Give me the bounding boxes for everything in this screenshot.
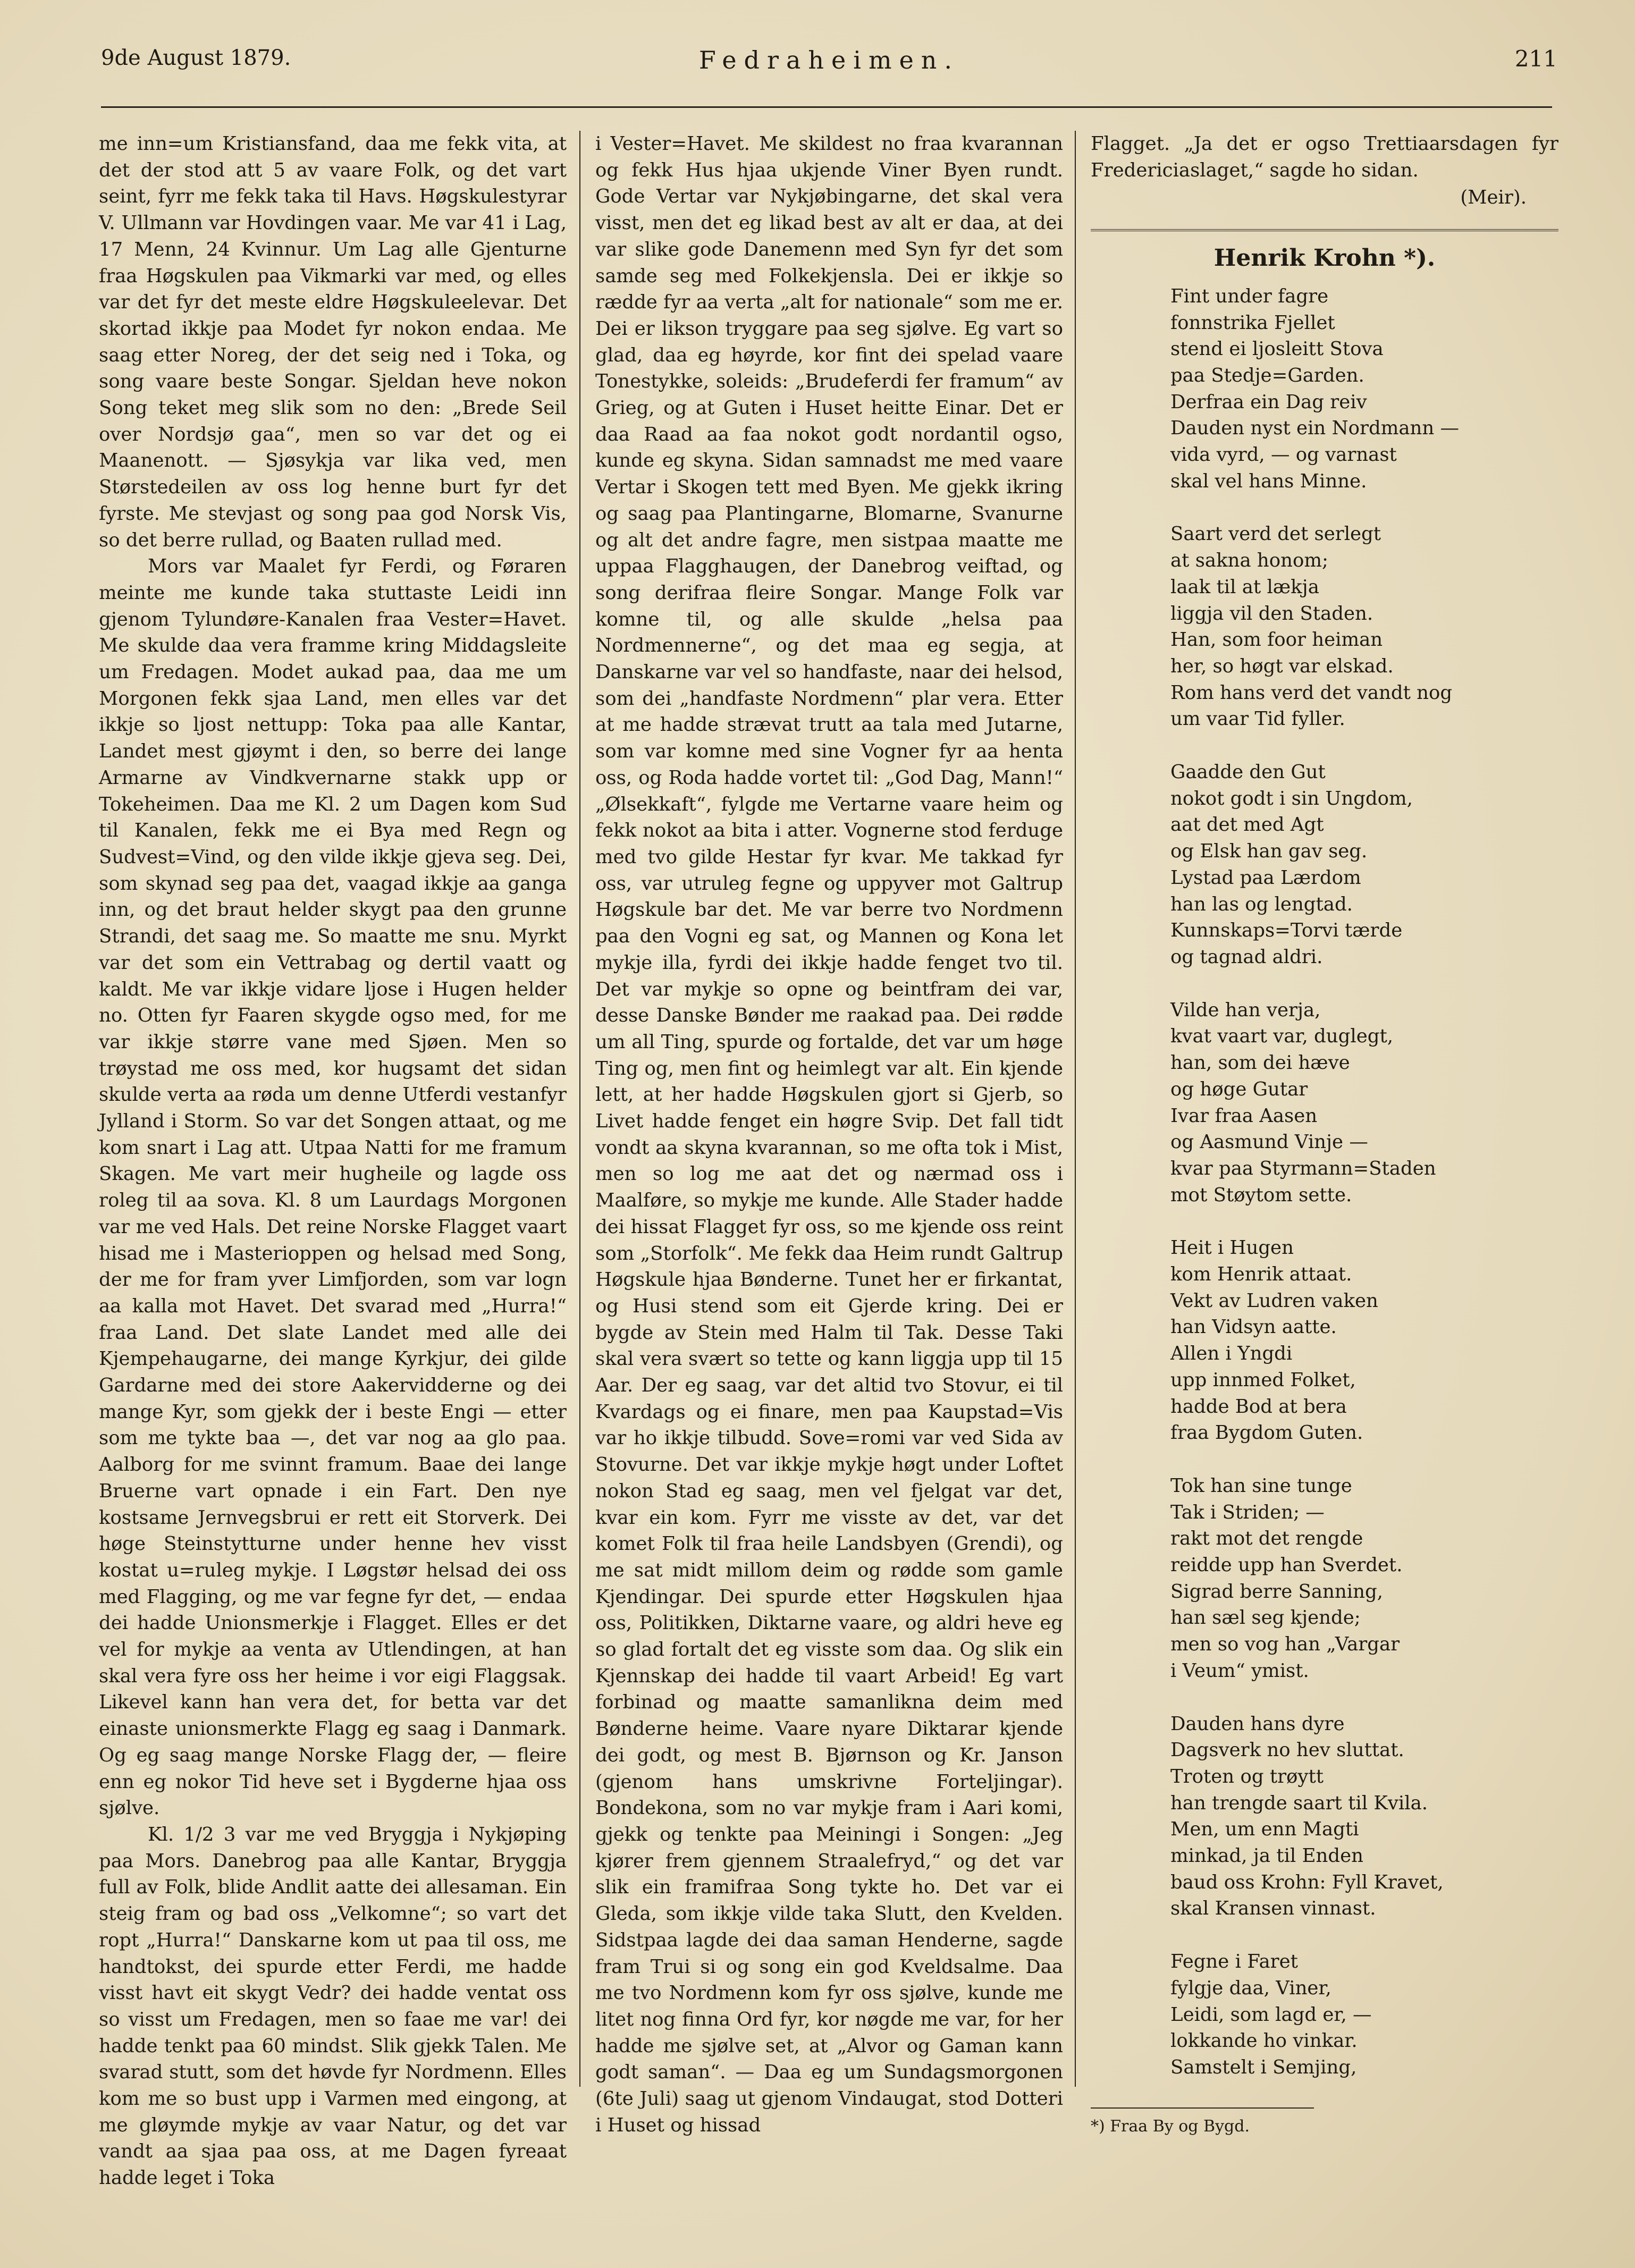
poem-line: men so vog han „Vargar (1170, 1633, 1400, 1656)
poem-stanza (1170, 759, 1558, 971)
poem-line: han sæl seg kjende; (1170, 1607, 1361, 1629)
header-rule (101, 106, 1552, 108)
poem-line: Fint under fagre (1170, 285, 1329, 307)
column-3 (1091, 131, 1558, 2137)
page-header (101, 46, 1557, 78)
poem-line: baud oss Krohn: Fyll Kravet, (1170, 1871, 1444, 1893)
poem-line: han trengde saart til Kvila. (1170, 1792, 1428, 1814)
poem-line: og høge Gutar (1170, 1078, 1308, 1100)
poem-line: han las og lengtad. (1170, 893, 1353, 915)
poem-line: lokkande ho vinkar. (1170, 2030, 1358, 2052)
column-divider (1075, 131, 1076, 2087)
poem-stanza (1170, 283, 1558, 495)
paragraph: Kl. 1/2 3 var me ved Bryggja i Nykjøping paa Mors. Danebrog paa alle Kantar, Bryggja full av Folk, blide Andlit aatte dei allesaman. Ein steig fram og bad oss „Velkomne“; so vart det ropt „Hurra!“ Danskarne kom ut paa til oss, me handtokst, dei spurde etter Ferdi, me hadde visst havt eit skygt Vedr? dei hadde ventat oss so visst um Fredagen, men so faae me var! dei hadde tenkt paa 60 mindst. Slik gjekk Talen. Me svarad stutt, som det høvde fyr Nordmenn. Elles kom me so bust upp i Varmen med eingong, at me gløymde mykje av vaar Natur, og det var vandt aa sjaa paa oss, at me Dagen fyreaat hadde leget i Toka (99, 1824, 567, 2189)
poem-title: Henrik Krohn *). (1213, 244, 1436, 272)
column-2 (595, 131, 1063, 2138)
section-rule (1091, 229, 1558, 231)
poem-line: skal Kransen vinnast. (1170, 1898, 1376, 1920)
footnote-rule (1091, 2107, 1314, 2109)
poem-line: Dauden nyst ein Nordmann — (1170, 417, 1460, 440)
poem-line: kvat vaart var, duglegt, (1170, 1025, 1393, 1048)
poem-line: Allen i Yngdi (1170, 1343, 1293, 1365)
poem-line: kvar paa Styrmann=Staden (1170, 1157, 1436, 1179)
poem-line: Men, um enn Magti (1170, 1818, 1359, 1841)
masthead-title: Fedraheimen. (698, 46, 960, 74)
poem-line: fraa Bygdom Guten. (1170, 1422, 1363, 1444)
poem-line: han Vidsyn aatte. (1170, 1316, 1337, 1338)
poem-line: kom Henrik attaat. (1170, 1263, 1352, 1286)
poem-line: Gaadde den Gut (1170, 761, 1326, 783)
poem-line: Dagsverk no hev sluttat. (1170, 1739, 1404, 1761)
poem-line: reidde upp han Sverdet. (1170, 1554, 1403, 1576)
column-divider (579, 131, 580, 2087)
poem-line: Han, som foor heiman (1170, 629, 1383, 651)
poem-line: vida vyrd, — og varnast (1170, 444, 1397, 466)
poem-line: Vekt av Ludren vaken (1170, 1289, 1378, 1312)
paragraph: Mors var Maalet fyr Ferdi, og Føraren meinte me kunde taka stuttaste Leidi inn gjenom Tylundøre-Kanalen fraa Vester=Havet. Me skulde daa vera framme kring Middagsleite um Fredagen. Modet aukad paa, daa me um Morgonen fekk sjaa Land, men elles var det ikkje so ljost nettupp: Toka paa alle Kantar, Landet mest gjøymt i den, so berre dei lange Armarne av Vindkvernarne stakk upp or Tokeheimen. Daa me Kl. 2 um Dagen kom Sud til Kanalen, fekk me ei Bya med Regn og Sudvest=Vind, og den vilde ikkje gjeva seg. Dei, som skynad seg paa det, vaagad ikkje aa ganga inn, og det braut helder skygt paa den grunne Strandi, det saag me. So maatte me snu. Myrkt var det som ein Vettrabag og dertil vaatt og kaldt. Me var ikkje vidare ljose i Hugen helder no. Otten fyr Faaren skygde ogso med, for me var ikkje større vane med Sjøen. Men so trøystad me oss med, kor hugsamt det sidan skulde verta aa røda um denne Utferdi vestanfyr Jylland i Storm. So var det Songen attaat, og me kom snart i Lag att. Utpaa Natti for me framum Skagen. Me vart meir hugheile og lagde oss roleg til aa sova. Kl. 8 um Laurdags Morgonen var me ved Hals. Det reine Norske Flagget vaart hisad me i Masterioppen og helsad med Song, der me for fram yver Limfjorden, som var logn aa kalla mot Havet. Det svarad med „Hurra!“ fraa Land. Det slate Landet med alle dei Kjempehaugarne, dei mange Kyrkjur, dei gilde Gardarne med dei store Aakervidderne og dei mange Kyr, som gjekk der i beste Engi — etter som me tykte baa —, det var nog aa glo paa. Aalborg for me svinnt framum. Baae dei lange Bruerne vart opnade i ein Fart. Den nye kostsame Jernvegsbrui er rett eit Storverk. Dei høge Steinstytturne under henne hev visst kostat u=ruleg mykje. I Løgstør helsad dei oss med Flagging, og me var fegne fyr det, — endaa dei hadde Unionsmerkje i Flagget. Elles er det vel for mykje aa venta av Utlendingen, at han skal vera fyre oss her heime i vor eigi Flaggsak. Likevel kann han vera det, for betta var det einaste unionsmerkte Flagg eg saag i Danmark. Og eg saag mange Norske Flagg der, — fleire enn eg nokor Tid heve set i Bygderne hjaa oss sjølve. (99, 555, 567, 1819)
paragraph: me inn=um Kristiansfand, daa me fekk vita, at det der stod att 5 av vaare Folk, og det vart seint, fyrr me fekk taka til Havs. Høgskulestyrar V. Ullmann var Hovdingen vaar. Me var 41 i Lag, 17 Menn, 24 Kvinnur. Um Lag alle Gjenturne fraa Høgskulen paa Vikmarki var med, og elles var det fyr det meste eldre Høgskuleelevar. Det skortad ikkje paa Modet fyr nokon endaa. Me saag etter Noreg, der det seig ned i Toka, og song vaare beste Songar. Sjeldan heve nokon Song teket meg slik som no den: „Brede Seil over Nordsjø gaa“, men so var det og ei Maanenott. — Sjøsykja var lika ved, men Størstedeilen av oss log henne burt fyr det fyrste. Me stevjast og song paa god Norsk Vis, so det berre rullad, og Baaten rullad med. (99, 133, 567, 551)
poem-stanza (1170, 1473, 1558, 1684)
poem-line: upp innmed Folket, (1170, 1369, 1356, 1391)
poem-line: minkad, ja til Enden (1170, 1845, 1363, 1867)
poem-line: og Aasmund Vinje — (1170, 1131, 1368, 1153)
poem-line: nokot godt i sin Ungdom, (1170, 787, 1413, 810)
poem-stanza (1170, 1235, 1558, 1446)
footnote: *) Fraa By og Bygd. (1091, 2117, 1250, 2136)
column-1 (99, 131, 567, 2191)
paragraph: Flagget. „Ja det er ogso Trettiaarsdagen fyr Fredericiaslaget,“ sagde ho sidan. (1091, 133, 1558, 181)
poem-line: liggja vil den Staden. (1170, 602, 1373, 625)
poem-line: Vilde han verja, (1170, 999, 1321, 1021)
poem-line: fylgje daa, Viner, (1170, 1977, 1331, 1999)
poem-stanza (1170, 521, 1558, 732)
poem-line: Troten og trøytt (1170, 1765, 1324, 1788)
poem-line: um vaar Tid fyller. (1170, 708, 1345, 730)
paragraph: i Vester=Havet. Me skildest no fraa kvarannan og fekk Hus hjaa ukjende Viner Byen rundt. Gode Vertar var Nykjøbingarne, det skal vera visst, men det eg likad best av alt er daa, at dei var slike gode Danemenn med Syn fyr det som samde seg med Folkekjensla. Dei er ikkje so rædde fyr aa verta „alt for nationale“ som me er. Dei er likson tryggare paa seg sjølve. Eg vart so glad, daa eg høyrde, kor fint dei spelad vaare Tonestykke, soleids: „Brudeferdi fer framum“ av Grieg, og at Guten i Huset heitte Einar. Det er daa Raad aa faa nokot godt nordantil ogso, kunde eg skyna. Sidan samnadst me med vaare Vertar i Skogen tett med Byen. Me gjekk ikring og saag paa Plantingarne, Blomarne, Svanurne og alt det andre fagre, men sistpaa maatte me uppaa Flagghaugen, der Danebrog veiftad, og song derifraa fleire Songar. Mange Folk var komne til, og alle skulde „helsa paa Nordmennerne“, og det maa eg segja, at Danskarne var vel so handfaste, naar dei helsod, som dei „handfaste Nordmenn“ plar vera. Etter at me hadde strævat trutt aa tala med Jutarne, som var komne med sine Vogner fyr aa henta oss, og Roda hadde vortet til: „God Dag, Mann!“ „Ølsekkaft“, fylgde me Vertarne vaare heim og fekk nokot aa bita i atter. Vognerne stod ferduge med tvo gilde Hestar fyr kvar. Me takkad fyr oss, var utruleg fegne og uppyver mot Galtrup Høgskule bar det. Me var berre tvo Nordmenn paa den Vogni eg sat, og Mannen og Kona let mykje illa, fyrdi dei ikkje hadde fenget tvo til. Det var mykje so opne og beintfram dei var, desse Danske Bønder me raakad paa. Dei rødde um all Ting, spurde og fortalde, det var um høge Ting og, men fint og heimlegt var alt. Ein kjende lett, at her hadde Høgskulen gjort si Gjerb, so Livet hadde fenget ein høgre Svip. Det fall tidt vondt aa skyna kvarannan, so me ofta tok i Mist, men so log me aat det og nærmad oss i Maalføre, so mykje me kunde. Alle Stader hadde dei hissat Flagget fyr oss, so me kjende oss reint som „Storfolk“. Me fekk daa Heim rundt Galtrup Høgskule hjaa Bønderne. Tunet her er firkantat, og Husi stend som eit Gjerde kring. Dei er bygde av Stein med Halm til Tak. Desse Taki skal vera svært so tette og kann liggja upp til 15 Aar. Der eg saag, var det altid tvo Stovur, ei til Kvardags og ei finare, men paa Kaupstad=Vis var ho ikkje tilbudd. Sove=romi var ved Sida av Stovurne. Det var ikkje mykje høgt under Loftet nokon Stad eg saag, men vel fjelgat var det, kvar ein kom. Fyrr me visste av det, var det komet Folk til fraa heile Landsbyen (Grendi), og me sat midt millom deim og rødde som gamle Kjendingar. Dei spurde etter Høgskulen hjaa oss, Politikken, Diktarne vaare, og aldri heve eg so glad fortalt det eg visste som daa. Og slik ein Kjennskap dei hadde til vaart Arbeid! Eg vart forbinad og maatte samanlikna deim med Bønderne heime. Vaare nyare Diktarar kjende dei godt, og mest B. Bjørnson og Kr. Janson (gjenom hans umskrivne Forteljingar). Bondekona, som no var mykje fram i Aari komi, gjekk og tenkte paa Meiningi i Songen: „Jeg kjører frem gjennem Straalefryd,“ og det var slik ein framifraa Song tykte ho. Det var ei Gleda, som ikkje vilde taka Slutt, den Kvelden. Sidstpaa lagde dei daa saman Henderne, sagde fram Trui si og song ein god Kveldsalme. Daa me tvo Nordmenn kom fyr oss sjølve, kunde me litet nog finna Ord fyr, kor nøgde me var, for her hadde me sjølve set, at „Alvor og Gaman kann godt saman“. — Daa eg um Sundagsmorgonen (6te Juli) saag ut gjenom Vindaugat, stod Dotteri i Huset og hissad (595, 133, 1063, 2136)
poem-line: Saart verd det serlegt (1170, 523, 1381, 545)
poem-stanza (1170, 1949, 1558, 2081)
poem-line: hadde Bod at bera (1170, 1395, 1347, 1418)
continued-note: (Meir). (1460, 187, 1527, 209)
poem-line: Samstelt i Semjing, (1170, 2056, 1357, 2078)
poem-line: Lystad paa Lærdom (1170, 866, 1361, 889)
poem-line: han, som dei hæve (1170, 1052, 1350, 1074)
poem-line: Sigrad berre Sanning, (1170, 1580, 1383, 1603)
poem-line: Tok han sine tunge (1170, 1474, 1352, 1497)
poem-line: Dauden hans dyre (1170, 1713, 1345, 1735)
poem-line: stend ei ljosleitt Stova (1170, 338, 1384, 360)
poem-line: skal vel hans Minne. (1170, 470, 1367, 492)
poem-line: aat det med Agt (1170, 814, 1324, 836)
poem (1170, 283, 1558, 2081)
poem-line: laak til at lækja (1170, 576, 1319, 598)
poem-line: Leidi, som lagd er, — (1170, 2003, 1372, 2026)
issue-date: 9de August 1879. (101, 46, 291, 70)
poem-line: Rom hans verd det vandt nog (1170, 681, 1453, 704)
poem-line: Kunnskaps=Torvi tærde (1170, 920, 1403, 942)
poem-stanza (1170, 997, 1558, 1209)
poem-line: Fegne i Faret (1170, 1951, 1298, 1973)
poem-line: og Elsk han gav seg. (1170, 840, 1368, 863)
poem-line: rakt mot det rengde (1170, 1528, 1363, 1550)
poem-line: at sakna honom; (1170, 550, 1329, 572)
poem-line: mot Støytom sette. (1170, 1184, 1352, 1206)
poem-line: Tak i Striden; — (1170, 1501, 1325, 1523)
poem-line: paa Stedje=Garden. (1170, 364, 1364, 386)
poem-line: Ivar fraa Aasen (1170, 1105, 1318, 1127)
poem-line: fonnstrika Fjellet (1170, 311, 1335, 334)
poem-line: i Veum“ ymist. (1170, 1659, 1309, 1682)
poem-line: her, so høgt var elskad. (1170, 655, 1394, 677)
poem-stanza (1170, 1711, 1558, 1923)
poem-line: Heit i Hugen (1170, 1237, 1294, 1259)
page-number: 211 (1514, 46, 1557, 72)
poem-line: Derfraa ein Dag reiv (1170, 391, 1367, 413)
poem-line: og tagnad aldri. (1170, 946, 1323, 968)
